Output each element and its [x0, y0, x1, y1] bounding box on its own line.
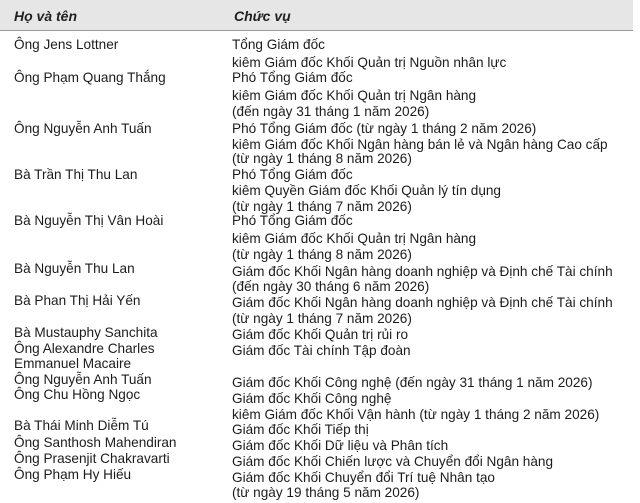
person-name: Emmanuel Macaire [14, 356, 132, 371]
person-name: Bà Mustauphy Sanchita [14, 325, 158, 340]
person-name: Ông Phạm Hy Hiếu [14, 467, 132, 482]
person-role: Giám đốc Tài chính Tập đoàn [232, 343, 411, 358]
person-role: Giám đốc Khối Quản trị rủi ro [232, 327, 409, 342]
person-name: Ông Nguyễn Anh Tuấn [14, 372, 152, 387]
person-role: (từ ngày 1 tháng 7 năm 2026) [232, 311, 412, 326]
person-role: (đến ngày 30 tháng 6 năm 2026) [232, 279, 430, 294]
person-role: Giám đốc Khối Ngân hàng doanh nghiệp và Định chế Tài chính [232, 295, 613, 310]
header-divider [0, 30, 633, 31]
person-role: (từ ngày 1 tháng 8 năm 2026) [232, 247, 412, 262]
person-name: Bà Trần Thị Thu Lan [14, 167, 138, 182]
person-name: Bà Nguyễn Thu Lan [14, 261, 135, 276]
person-role: Giám đốc Khối Tiếp thị [232, 422, 369, 437]
person-name: Ông Jens Lottner [14, 37, 119, 52]
person-role: kiêm Giám đốc Khối Quản trị Ngân hàng [232, 88, 477, 103]
person-name: Bà Phan Thị Hải Yến [14, 293, 141, 308]
person-role: kiêm Giám đốc Khối Quản trị Nguồn nhân lực [232, 55, 507, 70]
person-name: Bà Thái Minh Diễm Tú [14, 418, 149, 433]
person-name: Ông Prasenjit Chakravarti [14, 451, 170, 466]
person-role: (từ ngày 1 tháng 8 năm 2026) [232, 151, 412, 166]
person-role: Giám đốc Khối Dữ liệu và Phân tích [232, 438, 449, 453]
person-role: Phó Tổng Giám đốc [232, 70, 353, 85]
person-role: Giám đốc Khối Ngân hàng doanh nghiệp và Định chế Tài chính [232, 264, 613, 279]
person-name: Ông Chu Hồng Ngọc [14, 387, 141, 402]
person-role: Phó Tổng Giám đốc [232, 167, 353, 182]
person-role: (từ ngày 1 tháng 7 năm 2026) [232, 199, 412, 214]
person-role: Giám đốc Khối Chuyển đổi Trí tuệ Nhân tạo [232, 470, 495, 485]
person-name: Bà Nguyễn Thị Vân Hoài [14, 213, 164, 228]
person-role: Phó Tổng Giám đốc [232, 213, 353, 228]
person-role: Giám đốc Khối Chiến lược và Chuyển đổi Ngân hàng [232, 454, 554, 469]
person-role: kiêm Giám đốc Khối Quản trị Ngân hàng [232, 231, 477, 246]
person-role: kiêm Giám đốc Khối Ngân hàng bán lẻ và Ngân hàng Cao cấp [232, 137, 608, 152]
person-role: kiêm Quyền Giám đốc Khối Quản lý tín dụng [232, 183, 501, 198]
person-name: Ông Alexandre Charles [14, 341, 155, 356]
person-role: kiêm Giám đốc Khối Vận hành (từ ngày 1 tháng 2 năm 2026) [232, 407, 600, 422]
person-role: Giám đốc Khối Công nghệ (đến ngày 31 tháng 1 năm 2026) [232, 375, 593, 390]
person-role: Phó Tổng Giám đốc (từ ngày 1 tháng 2 năm 2026) [232, 121, 537, 136]
person-role: Giám đốc Khối Công nghệ [232, 391, 392, 406]
person-name: Ông Santhosh Mahendiran [14, 435, 177, 450]
person-role: (từ ngày 19 tháng 5 năm 2026) [232, 485, 420, 500]
person-name: Ông Phạm Quang Thắng [14, 70, 166, 85]
person-name: Ông Nguyễn Anh Tuấn [14, 121, 152, 136]
header-role-column: Chức vụ [234, 8, 291, 24]
person-role: (đến ngày 31 tháng 1 năm 2026) [232, 104, 430, 119]
table-header [0, 0, 633, 30]
header-name-column: Họ và tên [14, 8, 78, 24]
person-role: Tổng Giám đốc [232, 37, 325, 52]
